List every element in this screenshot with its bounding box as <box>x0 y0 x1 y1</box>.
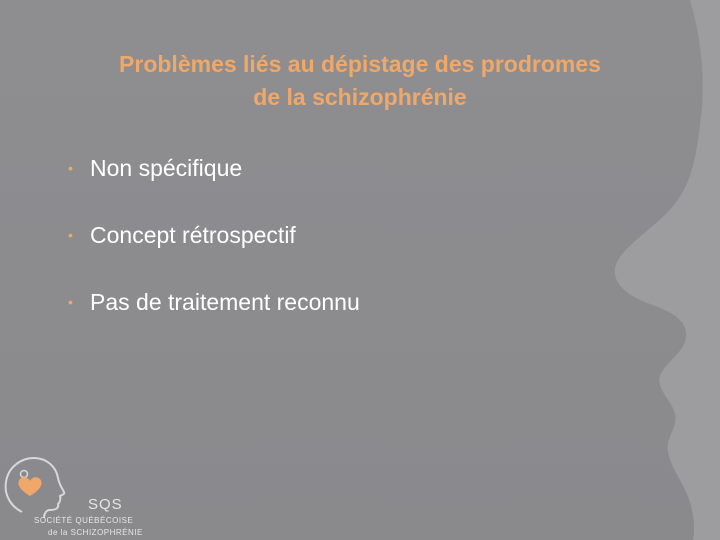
bullet-icon: • <box>68 160 73 176</box>
bullet-item <box>68 215 360 255</box>
heart-icon <box>18 477 41 496</box>
sqs-logo <box>0 450 160 540</box>
bullet-text: Non spécifique <box>90 154 243 181</box>
bullet-text: Concept rétrospectif <box>90 221 296 248</box>
logo-name-line-2: de la SCHIZOPHRÉNIE <box>48 528 143 537</box>
bullet-item <box>68 282 360 322</box>
bullet-item <box>68 148 360 188</box>
bullet-icon: • <box>68 294 73 310</box>
bullet-text: Pas de traitement reconnu <box>90 288 360 315</box>
slide-title-line-1: Problèmes liés au dépistage des prodromes <box>119 51 601 77</box>
slide-title-line-2: de la schizophrénie <box>253 84 467 110</box>
logo-acronym: SQS <box>88 496 123 513</box>
head-outline-icon <box>0 450 80 520</box>
bullet-list <box>68 148 360 349</box>
slide-title <box>40 48 680 114</box>
logo-name-line-1: SOCIÉTÉ QUÉBÉCOISE <box>34 516 134 525</box>
bullet-icon: • <box>68 227 73 243</box>
